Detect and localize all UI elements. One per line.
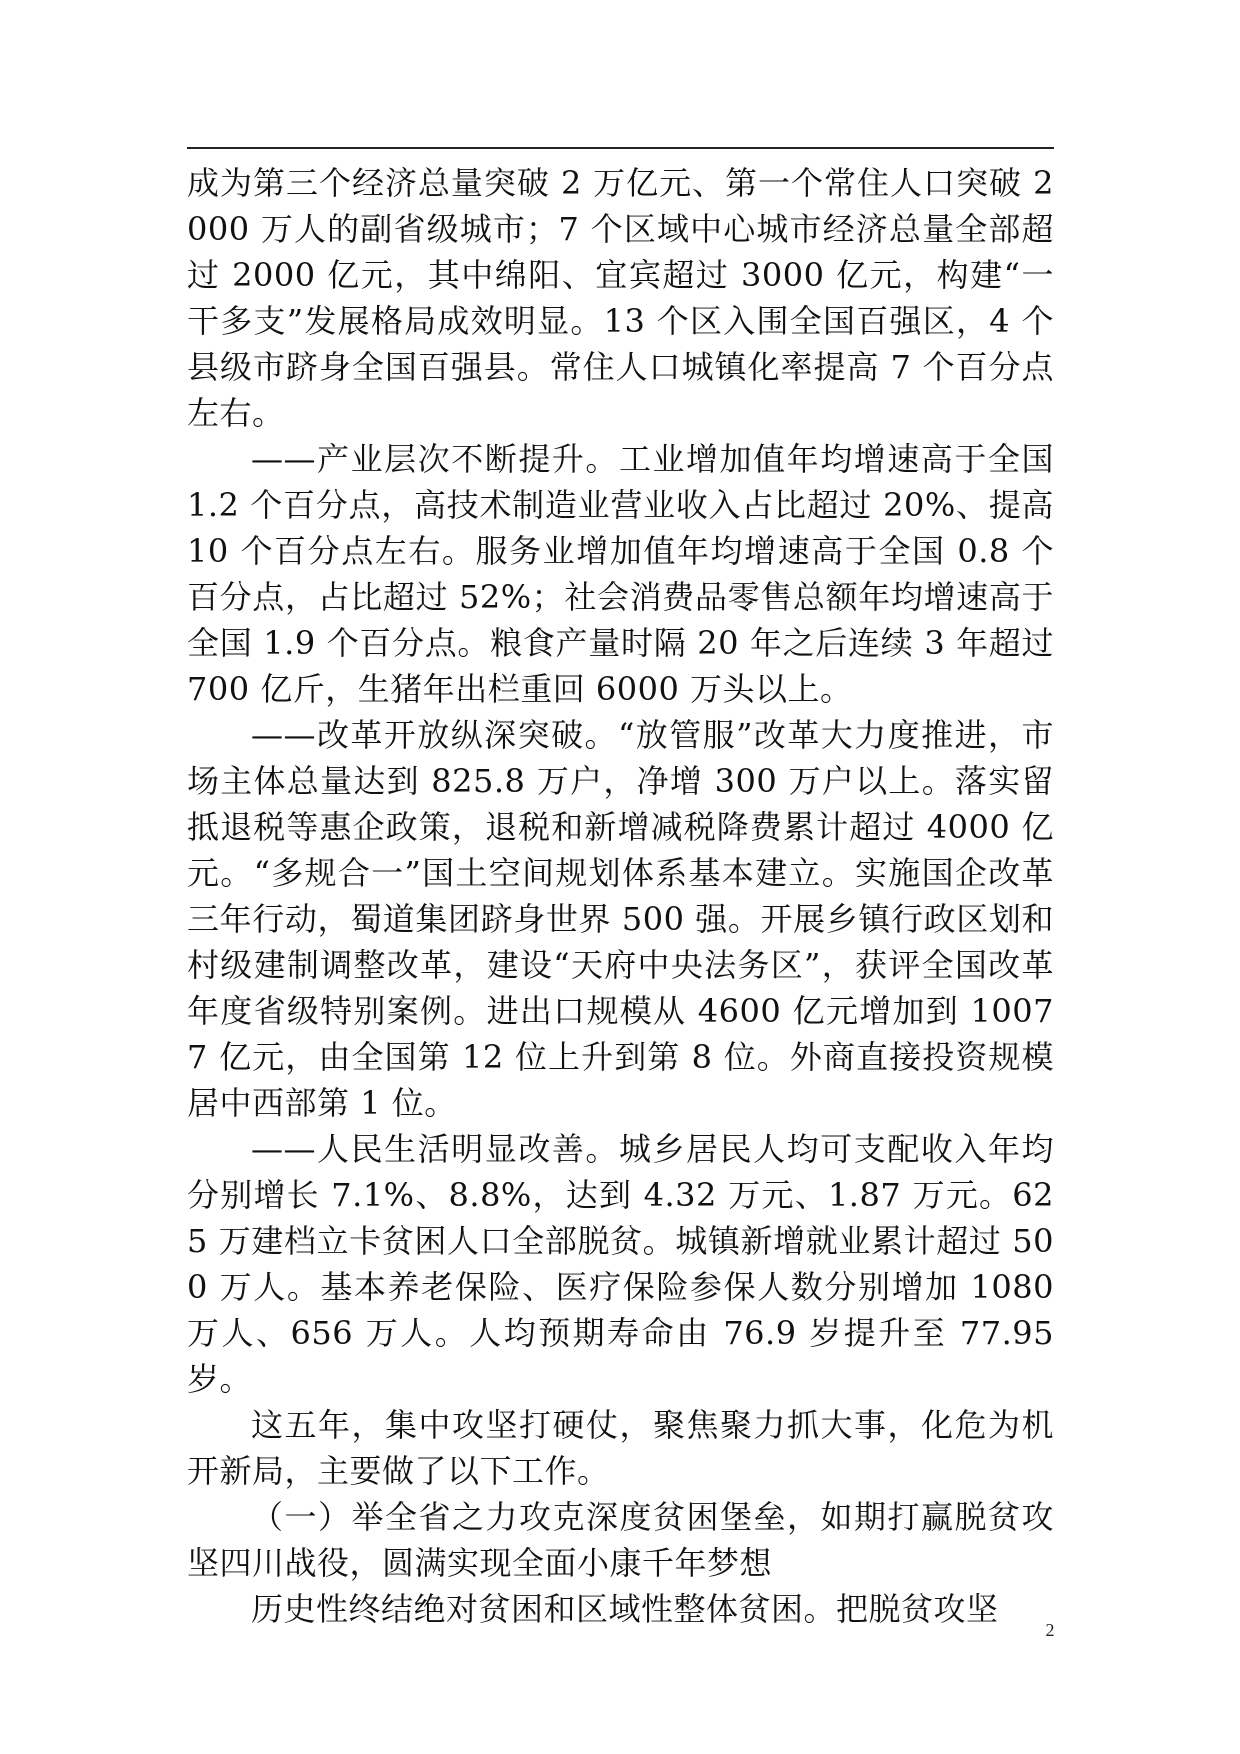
header-rule	[187, 147, 1054, 149]
paragraph-continuation: 成为第三个经济总量突破 2 万亿元、第一个常住人口突破 2000 万人的副省级城市；7 个区域中心城市经济总量全部超过 2000 亿元，其中绵阳、宜宾超过 3000 亿元，构建“一干多支”发展格局成效明显。13 个区入围全国百强区，4 个县级市跻身全国百强县。常住人口城镇化率提高 7 个百分点左右。	[187, 164, 1054, 432]
paragraph-reform: ——改革开放纵深突破。“放管服”改革大力度推进，市场主体总量达到 825.8 万户，净增 300 万户以上。落实留抵退税等惠企政策，退税和新增减税降费累计超过 4000 亿元。“多规合一”国土空间规划体系基本建立。实施国企改革三年行动，蜀道集团跻身世界 500 强。开展乡镇行政区划和村级建制调整改革，建设“天府中央法务区”，获评全国改革年度省级特别案例。进出口规模从 4600 亿元增加到 10077 亿元，由全国第 12 位上升到第 8 位。外商直接投资规模居中西部第 1 位。	[187, 716, 1054, 1122]
paragraph-summary: 这五年，集中攻坚打硬仗，聚焦聚力抓大事，化危为机开新局，主要做了以下工作。	[187, 1406, 1054, 1490]
section-heading: （一）举全省之力攻克深度贫困堡垒，如期打赢脱贫攻坚四川战役，圆满实现全面小康千年梦想	[187, 1498, 1054, 1582]
paragraph-poverty: 历史性终结绝对贫困和区域性整体贫困。把脱贫攻坚	[251, 1590, 999, 1628]
paragraph-livelihood: ——人民生活明显改善。城乡居民人均可支配收入年均分别增长 7.1%、8.8%，达到 4.32 万元、1.87 万元。625 万建档立卡贫困人口全部脱贫。城镇新增就业累计超过 500 万人。基本养老保险、医疗保险参保人数分别增加 1080 万人、656 万人。人均预期寿命由 76.9 岁提升至 77.95 岁。	[187, 1130, 1054, 1398]
paragraph-industry: ——产业层次不断提升。工业增加值年均增速高于全国 1.2 个百分点，高技术制造业营业收入占比超过 20%、提高 10 个百分点左右。服务业增加值年均增速高于全国 0.8 个百分点，占比超过 52%；社会消费品零售总额年均增速高于全国 1.9 个百分点。粮食产量时隔 20 年之后连续 3 年超过 700 亿斤，生猪年出栏重回 6000 万头以上。	[187, 440, 1054, 708]
page-number: 2	[1045, 1620, 1055, 1640]
document-body	[187, 160, 1054, 1632]
